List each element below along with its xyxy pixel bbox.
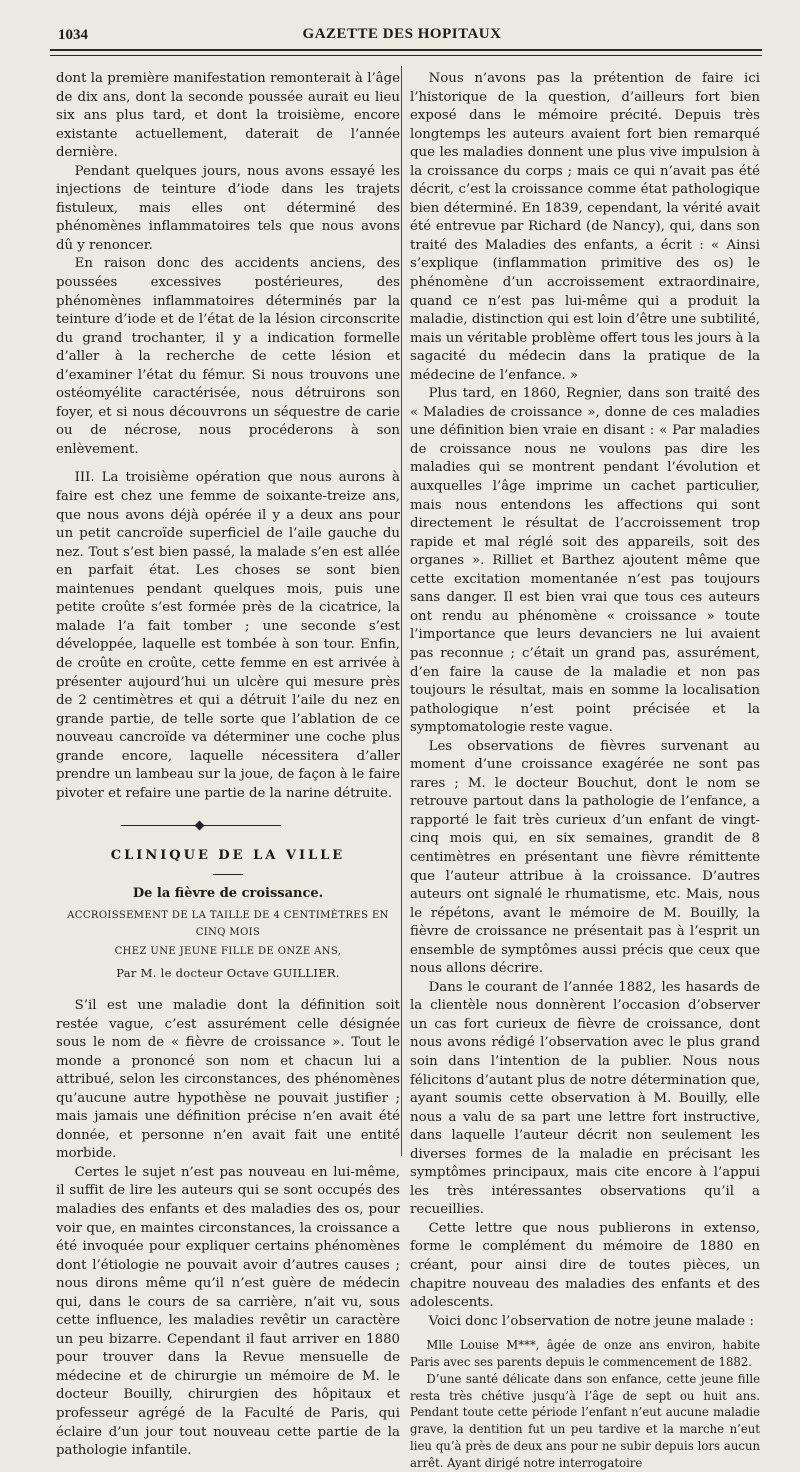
header-rule-thick	[50, 49, 762, 51]
left-column	[56, 70, 400, 1461]
observation-paragraph: D’une santé délicate dans son enfance, cette jeune fille resta très chétive jusqu’à l’âge de sept ou huit ans. Pendant toute cette période l’enfant n’eut aucune maladie grave, la dentition fut un peu tardive et la marche n’eut lieu qu’à près de deux ans pour ne subir depuis lors aucun arrêt. Ayant dirigé notre interrogatoire	[410, 1371, 760, 1470]
paragraph: Plus tard, en 1860, Regnier, dans son traité des « Maladies de croissance », donne de ces maladies une définition bien vraie en disant : « Par maladies de croissance nous ne voulons pas dire les maladies qui se montrent pendant l’évolution et auxquelles l’âge imprime un cachet particulier, mais nous entendons les affections qui sont directement le résultat de l’accroissement trop rapide et mal réglé soit des appareils, soit des organes ». Rilliet et Barthez ajoutent même que cette excitation momentanée n’est pas toujours sans danger. Il est bien vrai que tous ces auteurs ont rendu au phénomène « croissance » toute l’importance que leurs devanciers ne lui avaient pas reconnue ; c’était un grand pas, assurément, d’en faire la cause de la maladie et non pas toujours le résultat, mais en somme la localisation pathologique n’est point précisée et la symptomatologie reste vague.	[410, 386, 760, 736]
article-title: De la fièvre de croissance.	[132, 885, 324, 901]
paragraph: S’il est une maladie dont la définition soit restée vague, c’est assurément celle désignée sous le nom de « fièvre de croissance ». Tout le monde a prononcé son nom et chacun lui a attribué, selon les circonstances, des phénomènes qu’aucune autre hypothèse ne pouvait justifier ; mais jamais une définition précise n’en avait été donnée, et personne n’en avait fait une entité morbide.	[56, 997, 400, 1162]
article-subtitle: CHEZ UNE JEUNE FILLE DE ONZE ANS,	[114, 946, 342, 958]
separator-ornament	[195, 821, 205, 831]
journal-title: GAZETTE DES HOPITAUX	[302, 26, 502, 42]
paragraph: Nous n’avons pas la prétention de faire ici l’historique de la question, d’ailleurs fort bien exposé dans le mémoire précité. Depuis très longtemps les auteurs avaient fort bien remarqué que les maladies donnent une plus vive impulsion à la croissance du corps ; mais ce qui n’avait pas été décrit, c’est la croissance comme état pathologique bien déterminé. En 1839, cependant, la vérité avait été entrevue par Richard (de Nancy), qui, dans son traité des Maladies des enfants, a écrit : « Ainsi s’explique (inflammation primitive des os) le phénomène d’un accroissement extraordinaire, quand ce n’est pas lui-même qui a produit la maladie, distinction qui est loin d’être une subtilité, mais un véritable problème offert tous les jours à la sagacité du médecin dans la pratique de la médecine de l’enfance. »	[410, 71, 760, 383]
section-separator	[56, 803, 400, 843]
section-heading: CLINIQUE DE LA VILLE	[110, 848, 346, 864]
page-number: 1034	[58, 27, 88, 43]
column-divider	[401, 66, 402, 1156]
paragraph: Certes le sujet n’est pas nouveau en lui-même, il suffit de lire les auteurs qui se sont occupés des maladies des enfants et des maladies des os, pour voir que, en maintes circonstances, la croissance a été invoquée pour expliquer certains phénomènes dont l’étiologie ne pouvait avoir d’autres causes ; nous dirons même qu’il n’est guère de médecin qui, dans le cours de sa carrière, n’ait vu, sous cette influence, les maladies revêtir un caractère un peu bizarre. Cependant il faut arriver en 1880 pour trouver dans la Revue mensuelle de médecine et de chirurgie un mémoire de M. le docteur Bouilly, chirurgien des hôpitaux et professeur agrégé de la Faculté de Paris, qui éclaire d’un jour tout nouveau cette partie de la pathologie infantile.	[56, 1164, 400, 1459]
short-rule	[213, 874, 243, 875]
article-subtitle: ACCROISSEMENT DE LA TAILLE DE 4 CENTIMÈTRES EN CINQ MOIS	[67, 910, 389, 939]
right-column	[410, 70, 760, 1472]
observation-paragraph: Mlle Louise M***, âgée de onze ans environ, habite Paris avec ses parents depuis le commencement de 1882.	[410, 1338, 760, 1369]
paragraph: Voici donc l’observation de notre jeune malade :	[428, 1313, 754, 1329]
paragraph: Dans le courant de l’année 1882, les hasards de la clientèle nous donnèrent l’occasion d’observer un cas fort curieux de fièvre de croissance, dont nous avons rédigé l’observation avec le plus grand soin dans l’intention de la publier. Nous nous félicitons d’autant plus de notre détermination que, ayant soumis cette observation à M. Bouilly, elle nous a valu de sa part une lettre fort instructive, dans laquelle l’auteur décrit non seulement les diverses formes de la maladie en précisant les symptômes principaux, mais cite encore à l’appui les très intéressantes observations qu’il a recueillies.	[410, 979, 760, 1218]
header-rule-thin	[50, 55, 762, 56]
spacer	[56, 459, 400, 469]
paragraph: Pendant quelques jours, nous avons essayé les injections de teinture d’iode dans les trajets fistuleux, mais elles ont déterminé des phénomènes inflammatoires tels que nous avons dû y renoncer.	[56, 163, 400, 253]
paragraph: En raison donc des accidents anciens, des poussées excessives postérieures, des phénomènes inflammatoires déterminés par la teinture d’iode et de l’état de la lésion circonscrite du grand trochanter, il y a indication formelle d’aller à la recherche de cette lésion et d’examiner l’état du fémur. Si nous trouvons une ostéomyélite caractérisée, nous détruirons son foyer, et si nous découvrons un séquestre de carie ou de nécrose, nous procéderons à son enlèvement.	[56, 256, 400, 457]
paragraph: III. La troisième opération que nous aurons à faire est chez une femme de soixante-treize ans, que nous avons déjà opérée il y a deux ans pour un petit cancroïde superficiel de l’aile gauche du nez. Tout s’est bien passé, la malade s’en est allée en parfait état. Les choses se sont bien maintenues pendant quelques mois, puis une petite croûte s’est formée près de la cicatrice, la malade l’a fait tomber ; une seconde s’est développée, laquelle est tombée à son tour. Enfin, de croûte en croûte, cette femme en est arrivée à présenter aujourd’hui un ulcère qui mesure près de 2 centimètres et qui a détruit l’aile du nez en grande partie, de telle sorte que l’ablation de ce nouveau cancroïde va déterminer une coche plus grande encore, laquelle nécessitera d’aller prendre un lambeau sur la joue, de façon à le faire pivoter et refaire une partie de la narine détruite.	[56, 470, 400, 801]
article-author: Par M. le docteur Octave GUILLIER.	[116, 966, 340, 981]
paragraph: dont la première manifestation remonterait à l’âge de dix ans, dont la seconde poussée aurait eu lieu six ans plus tard, et dont la troisième, encore existante actuellement, daterait de l’année dernière.	[56, 71, 400, 161]
paragraph: Cette lettre que nous publierons in extenso, forme le complément du mémoire de 1880 en créant, pour ainsi dire de toutes pièces, un chapitre nouveau des maladies des enfants et des adolescents.	[410, 1220, 760, 1311]
paragraph: Les observations de fièvres survenant au moment d’une croissance exagérée ne sont pas rares ; M. le docteur Bouchut, dont le nom se retrouve partout dans la pathologie de l’enfance, a rapporté le fait très curieux d’un enfant de vingt-cinq mois qui, en six semaines, grandit de 8 centimètres en présentant une fièvre rémittente que l’auteur attribue à la croissance. D’autres auteurs ont signalé le rhumatisme, etc. Mais, nous le répétons, avant le mémoire de M. Bouilly, la fièvre de croissance ne présentait pas à l’esprit un ensemble de symptômes aussi précis que ceux que nous allons décrire.	[410, 738, 760, 977]
page-header	[44, 24, 760, 46]
